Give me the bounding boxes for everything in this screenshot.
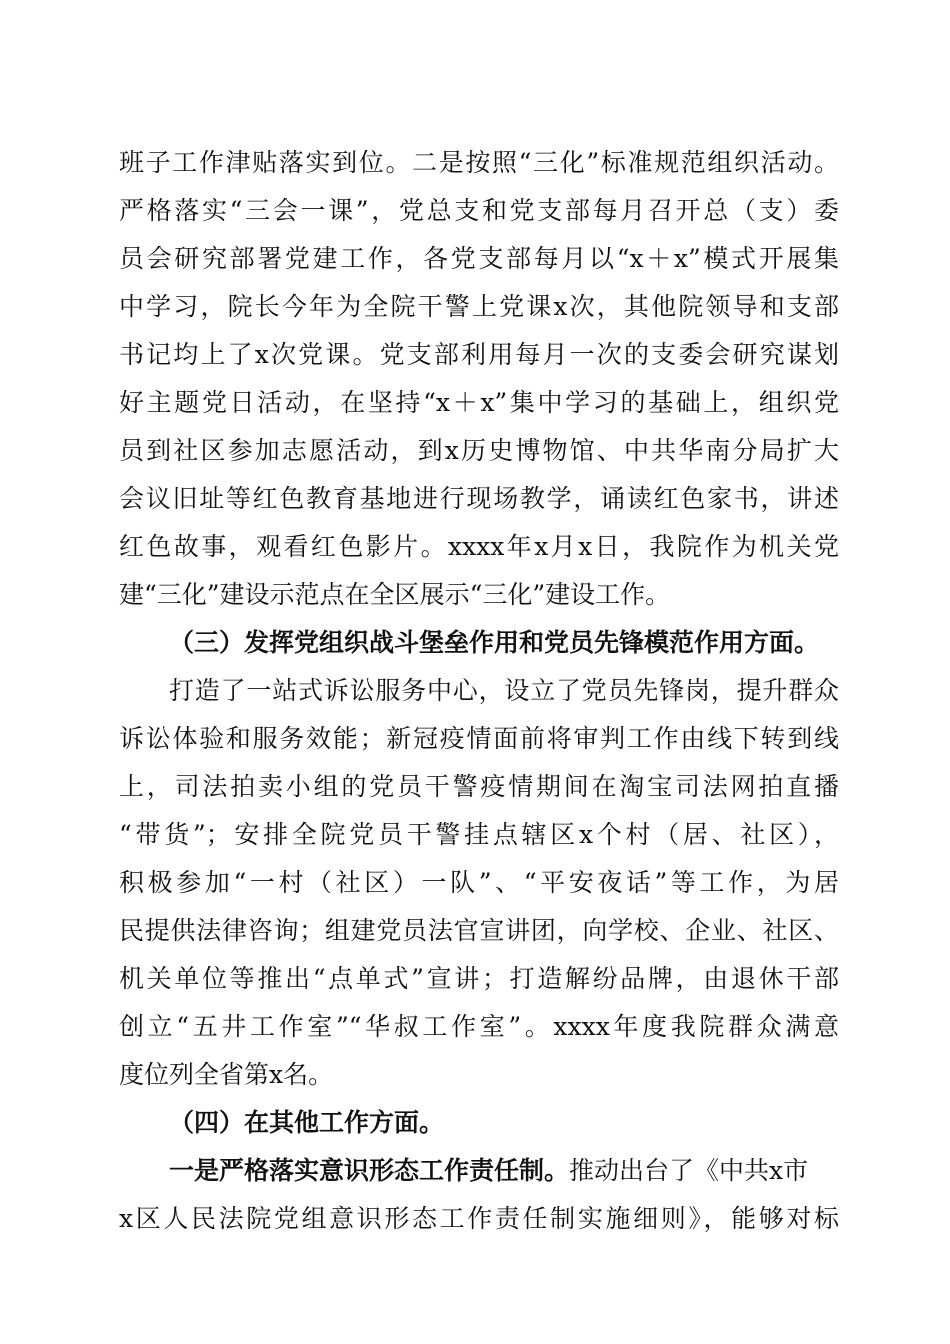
paragraph-line: 打造了一站式诉讼服务中心，设立了党员先锋岗，提升群众 bbox=[169, 676, 839, 705]
paragraph-line: 度位列全省第x名。 bbox=[119, 1060, 334, 1089]
paragraph-line: 班子工作津贴落实到位。二是按照“三化”标准规范组织活动。 bbox=[119, 148, 839, 177]
lead-phrase: 一是严格落实意识形态工作责任制。 bbox=[169, 1156, 570, 1185]
paragraph-line: 建“三化”建设示范点在全区展示“三化”建设工作。 bbox=[119, 580, 671, 609]
section-heading-4: （四）在其他工作方面。 bbox=[169, 1108, 445, 1137]
paragraph-line: 创立“五井工作室”“华叔工作室”。xxxx年度我院群众满意 bbox=[119, 1012, 839, 1041]
paragraph-line: 好主题党日活动，在坚持“x＋x”集中学习的基础上，组织党 bbox=[119, 388, 839, 417]
paragraph-line: 员会研究部署党建工作，各党支部每月以“x＋x”模式开展集 bbox=[119, 244, 839, 273]
section-heading-3: （三）发挥党组织战斗堡垒作用和党员先锋模范作用方面。 bbox=[169, 628, 820, 657]
paragraph-line: 严格落实“三会一课”，党总支和党支部每月召开总（支）委 bbox=[119, 196, 839, 225]
paragraph-line: 红色故事，观看红色影片。xxxx年x月x日，我院作为机关党 bbox=[119, 532, 839, 561]
paragraph-line bbox=[169, 1151, 839, 1191]
paragraph-line: 机关单位等推出“点单式”宣讲；打造解纷品牌，由退休干部 bbox=[119, 964, 839, 993]
paragraph-line: 书记均上了x次党课。党支部利用每月一次的支委会研究谋划 bbox=[119, 340, 839, 369]
paragraph-line: 积极参加“一村（社区）一队”、“平安夜话”等工作，为居 bbox=[119, 868, 839, 897]
paragraph-line: 员到社区参加志愿活动，到x历史博物馆、中共华南分局扩大 bbox=[119, 436, 839, 465]
paragraph-line: x区人民法院党组意识形态工作责任制实施细则》，能够对标 bbox=[119, 1204, 839, 1233]
paragraph-line: 上，司法拍卖小组的党员干警疫情期间在淘宝司法网拍直播 bbox=[119, 772, 839, 801]
lead-continuation: 推动出台了《中共x市 bbox=[569, 1156, 809, 1185]
paragraph-line: “带货”；安排全院党员干警挂点辖区x个村（居、社区）， bbox=[119, 820, 839, 849]
paragraph-line: 诉讼体验和服务效能；新冠疫情面前将审判工作由线下转到线 bbox=[119, 724, 839, 753]
paragraph-line: 民提供法律咨询；组建党员法官宣讲团，向学校、企业、社区、 bbox=[119, 916, 839, 945]
paragraph-line: 会议旧址等红色教育基地进行现场教学，诵读红色家书，讲述 bbox=[119, 484, 839, 513]
paragraph-line: 中学习，院长今年为全院干警上党课x次，其他院领导和支部 bbox=[119, 292, 839, 321]
